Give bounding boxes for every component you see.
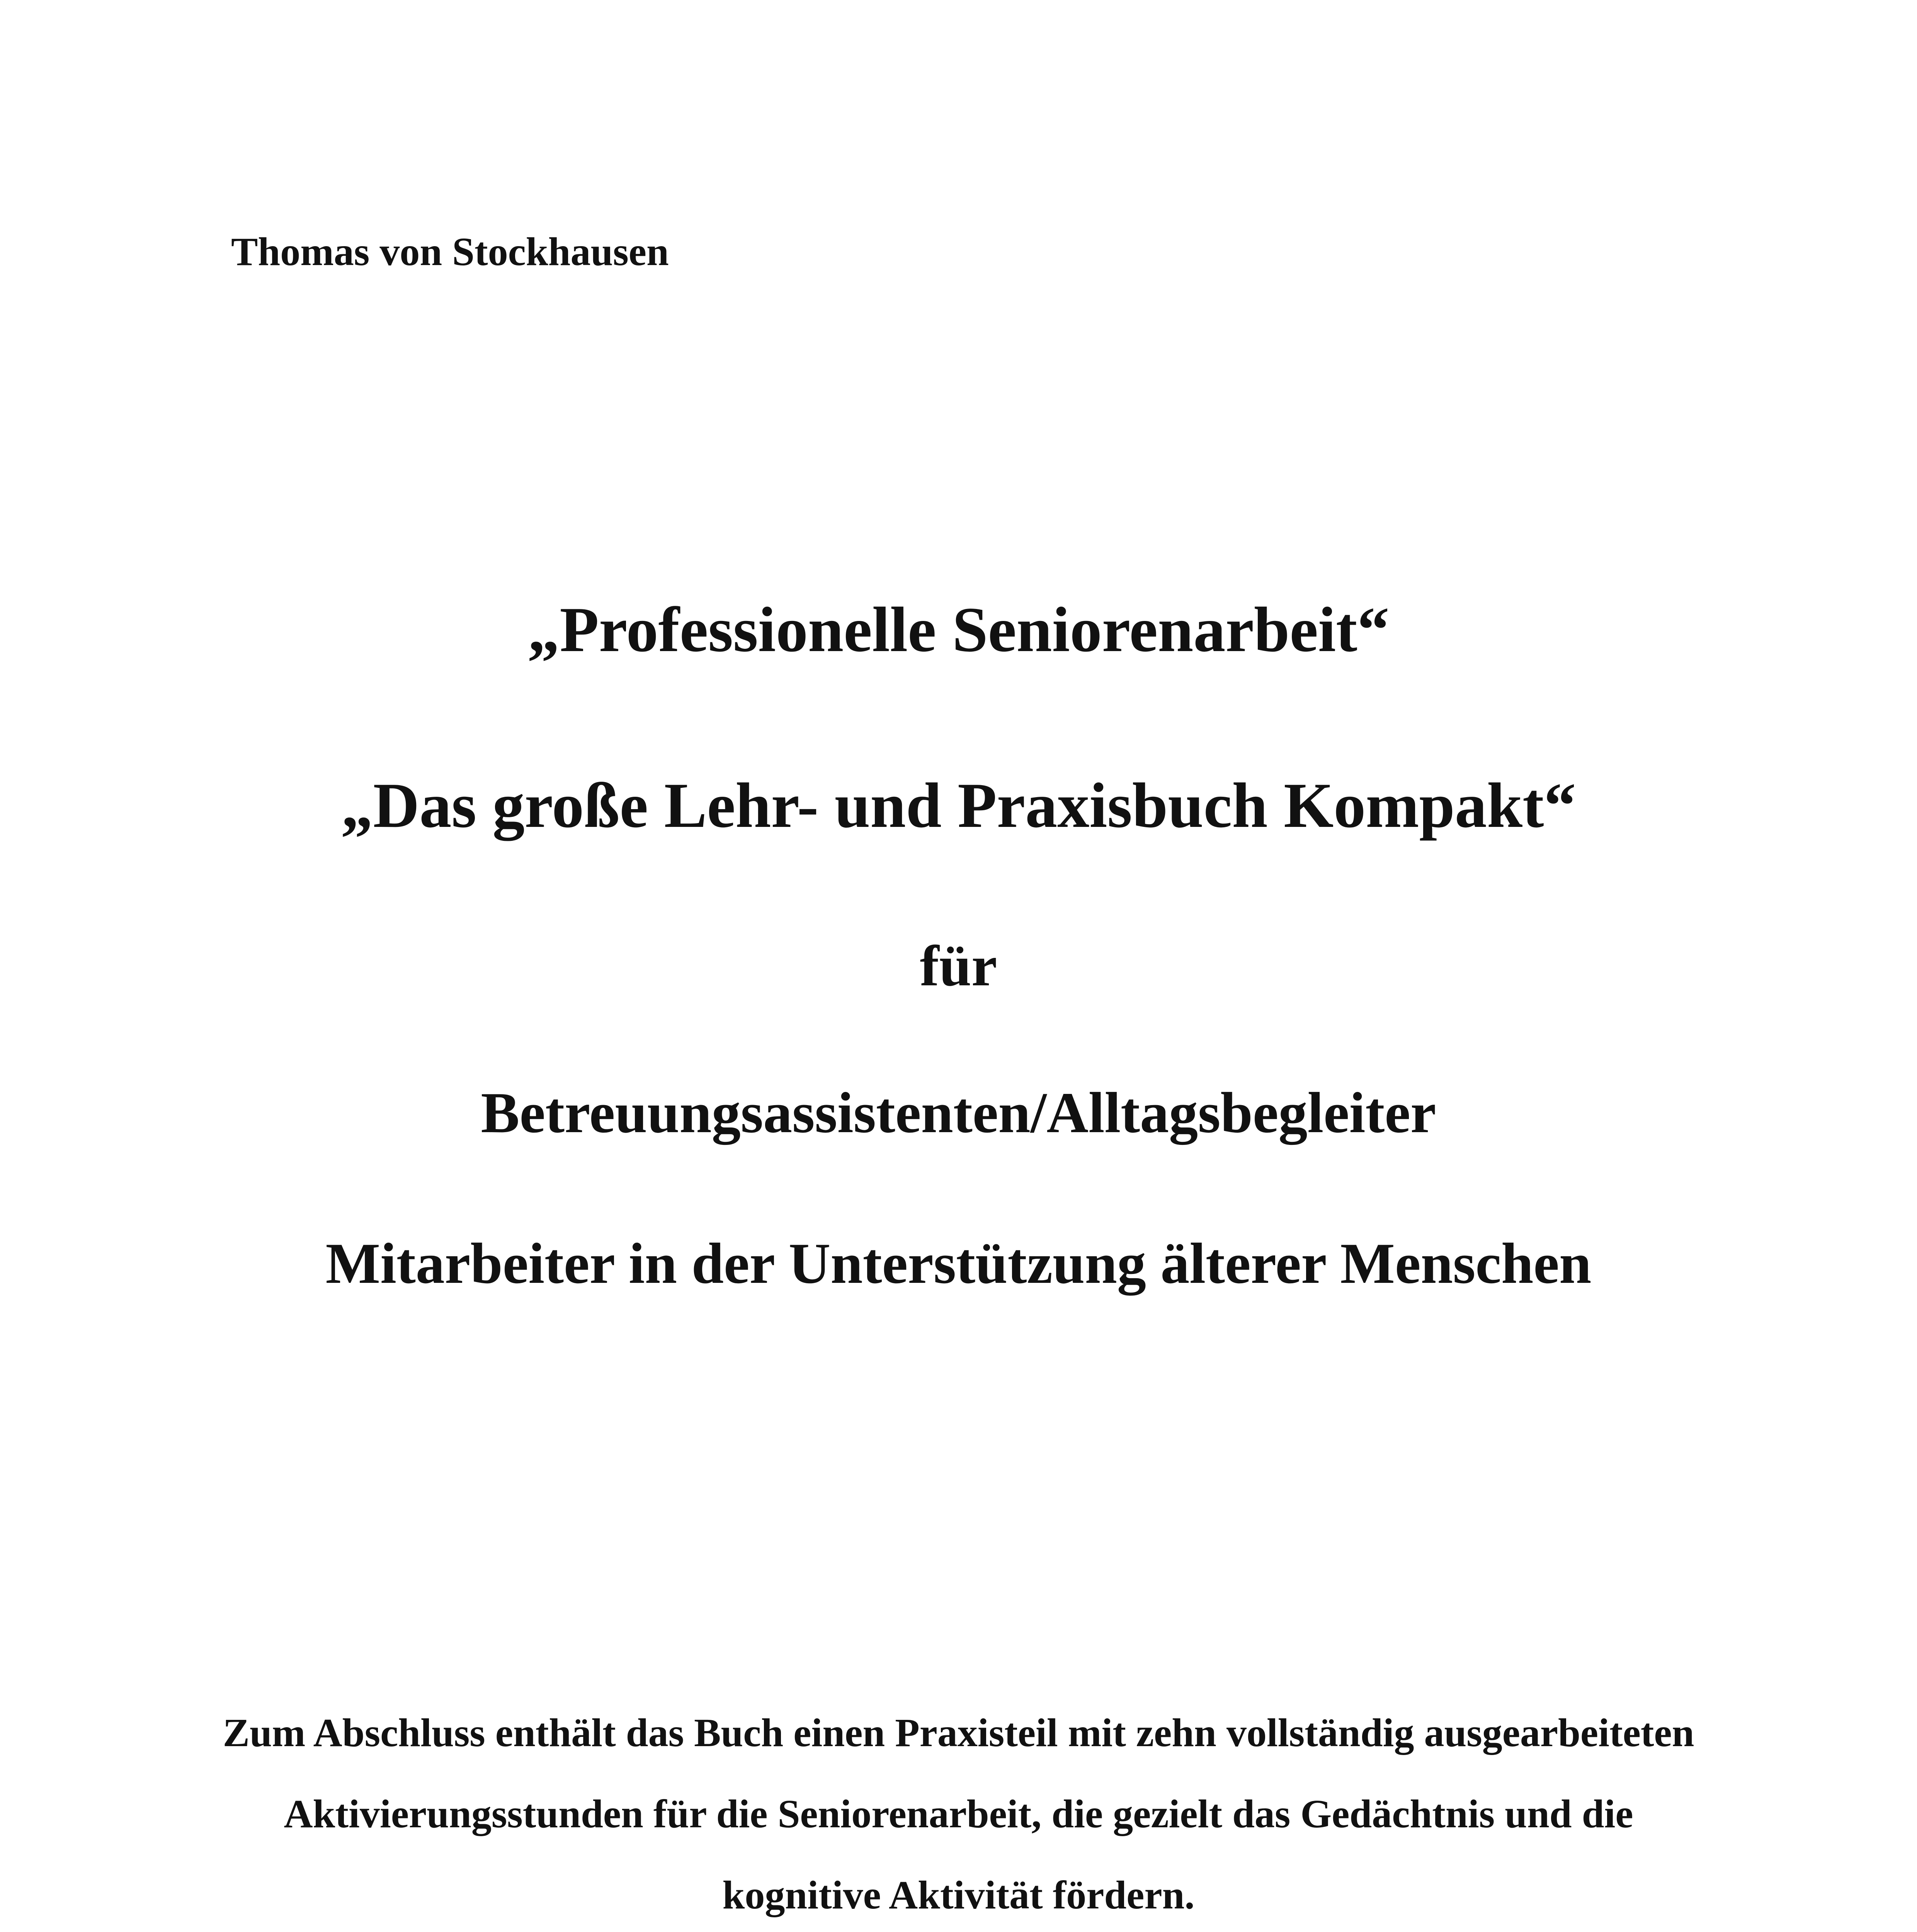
blurb-paragraph-praxisteil [216, 1692, 1701, 1932]
blurb-text: Zum Abschluss enthält das Buch einen Praxisteil mit zehn vollständig ausgearbeiteten Aktivierungsstunden für die Seniorenarbeit, die gezielt das Gedächtnis und die kognitive Aktivität fördern. [223, 1711, 1694, 1917]
title-audience-2: Mitarbeiter in der Unterstützung älterer Menschen [325, 1231, 1592, 1296]
author-name: Thomas von Stockhausen [231, 230, 669, 274]
title-audience-1: Betreuungsassistenten/Alltagsbegleiter [481, 1081, 1436, 1145]
title-subtitle: „Das große Lehr- und Praxisbuch Kompakt“ [341, 770, 1576, 841]
title-main: „Professionelle Seniorenarbeit“ [527, 594, 1390, 665]
title-for: für [920, 934, 997, 998]
